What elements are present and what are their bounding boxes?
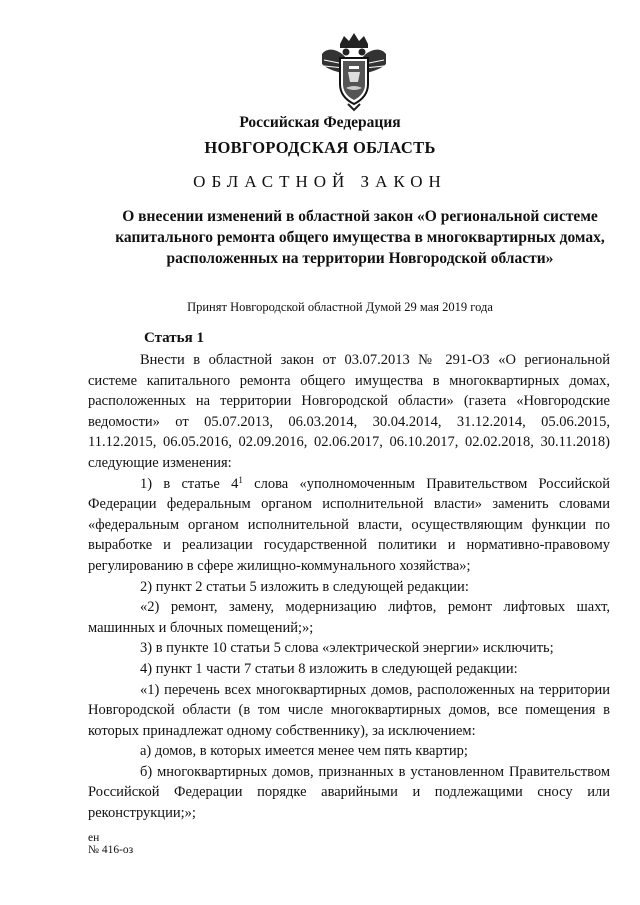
item-1-lead: 1) в статье 4 — [140, 475, 239, 492]
article-body — [88, 350, 610, 824]
amendment-item-4: 4) пункт 1 части 7 статьи 8 изложить в следующей редакции: — [140, 660, 518, 677]
amendment-item-3: 3) в пункте 10 статьи 5 слова «электрической энергии» исключить; — [140, 640, 554, 657]
amendment-item-4-text: «1) перечень всех многоквартирных домов, расположенных на территории Новгородской области (в том числе многоквартирных домов, все помещения в которых принадлежат одному собственнику), за исключением: — [88, 681, 610, 739]
amendment-item-1 — [88, 474, 610, 577]
region-heading: НОВГОРОДСКАЯ ОБЛАСТЬ — [204, 138, 436, 157]
document-footer — [88, 832, 133, 856]
footer-initials: ен — [88, 832, 100, 844]
amendment-item-2: 2) пункт 2 статьи 5 изложить в следующей редакции: — [140, 578, 469, 595]
article-intro-paragraph: Внести в областной закон от 03.07.2013 № 291-ОЗ «О региональной системе капитального ремонта общего имущества в многоквартирных домах, расположенных на территории Новгородской области» (газета «Новгородские ведомости» от 05.07.2013, 06.03.2014, 30.04.2014, 31.12.2014, 05.06.2015, 11.12.2015, 06.05.2016, 02.09.2016, 02.06.2017, 06.10.2017, 02.02.2018, 30.11.2018) следующие изменения: — [88, 352, 610, 471]
law-title: О внесении изменений в областной закон «О региональной системе капитального ремонта общего имущества в многоквартирных домах, расположенных на территории Новгородской области» — [115, 208, 605, 267]
amendment-item-4-b: б) многоквартирных домов, признанных в установленном Правительством Российской Федерации порядке аварийными и подлежащими сносу или реконструкции;»; — [88, 763, 610, 822]
adoption-note: Принят Новгородской областной Думой 29 мая 2019 года — [187, 300, 493, 314]
footer-doc-number: № 416-оз — [88, 844, 134, 856]
coat-of-arms-emblem — [318, 30, 390, 112]
document-type-heading: ОБЛАСТНОЙ ЗАКОН — [193, 172, 447, 191]
item-1-text: слова «уполномоченным Правительством Российской Федерации федеральным органом исполнительной власти» заменить словами «федеральным органом исполнительной власти, осуществляющим функции по выработке и реализации государственной политики и нормативно-правовому регулированию в сфере жилищно-коммунального хозяйства»; — [88, 475, 611, 574]
amendment-item-4-a: а) домов, в которых имеется менее чем пять квартир; — [140, 743, 468, 760]
amendment-item-2-text: «2) ремонт, замену, модернизацию лифтов, ремонт лифтовых шахт, машинных и блочных помещений;»; — [88, 599, 610, 636]
article-heading: Статья 1 — [144, 330, 204, 346]
country-heading: Российская Федерация — [239, 114, 401, 131]
item-1-superscript: 1 — [238, 474, 243, 485]
